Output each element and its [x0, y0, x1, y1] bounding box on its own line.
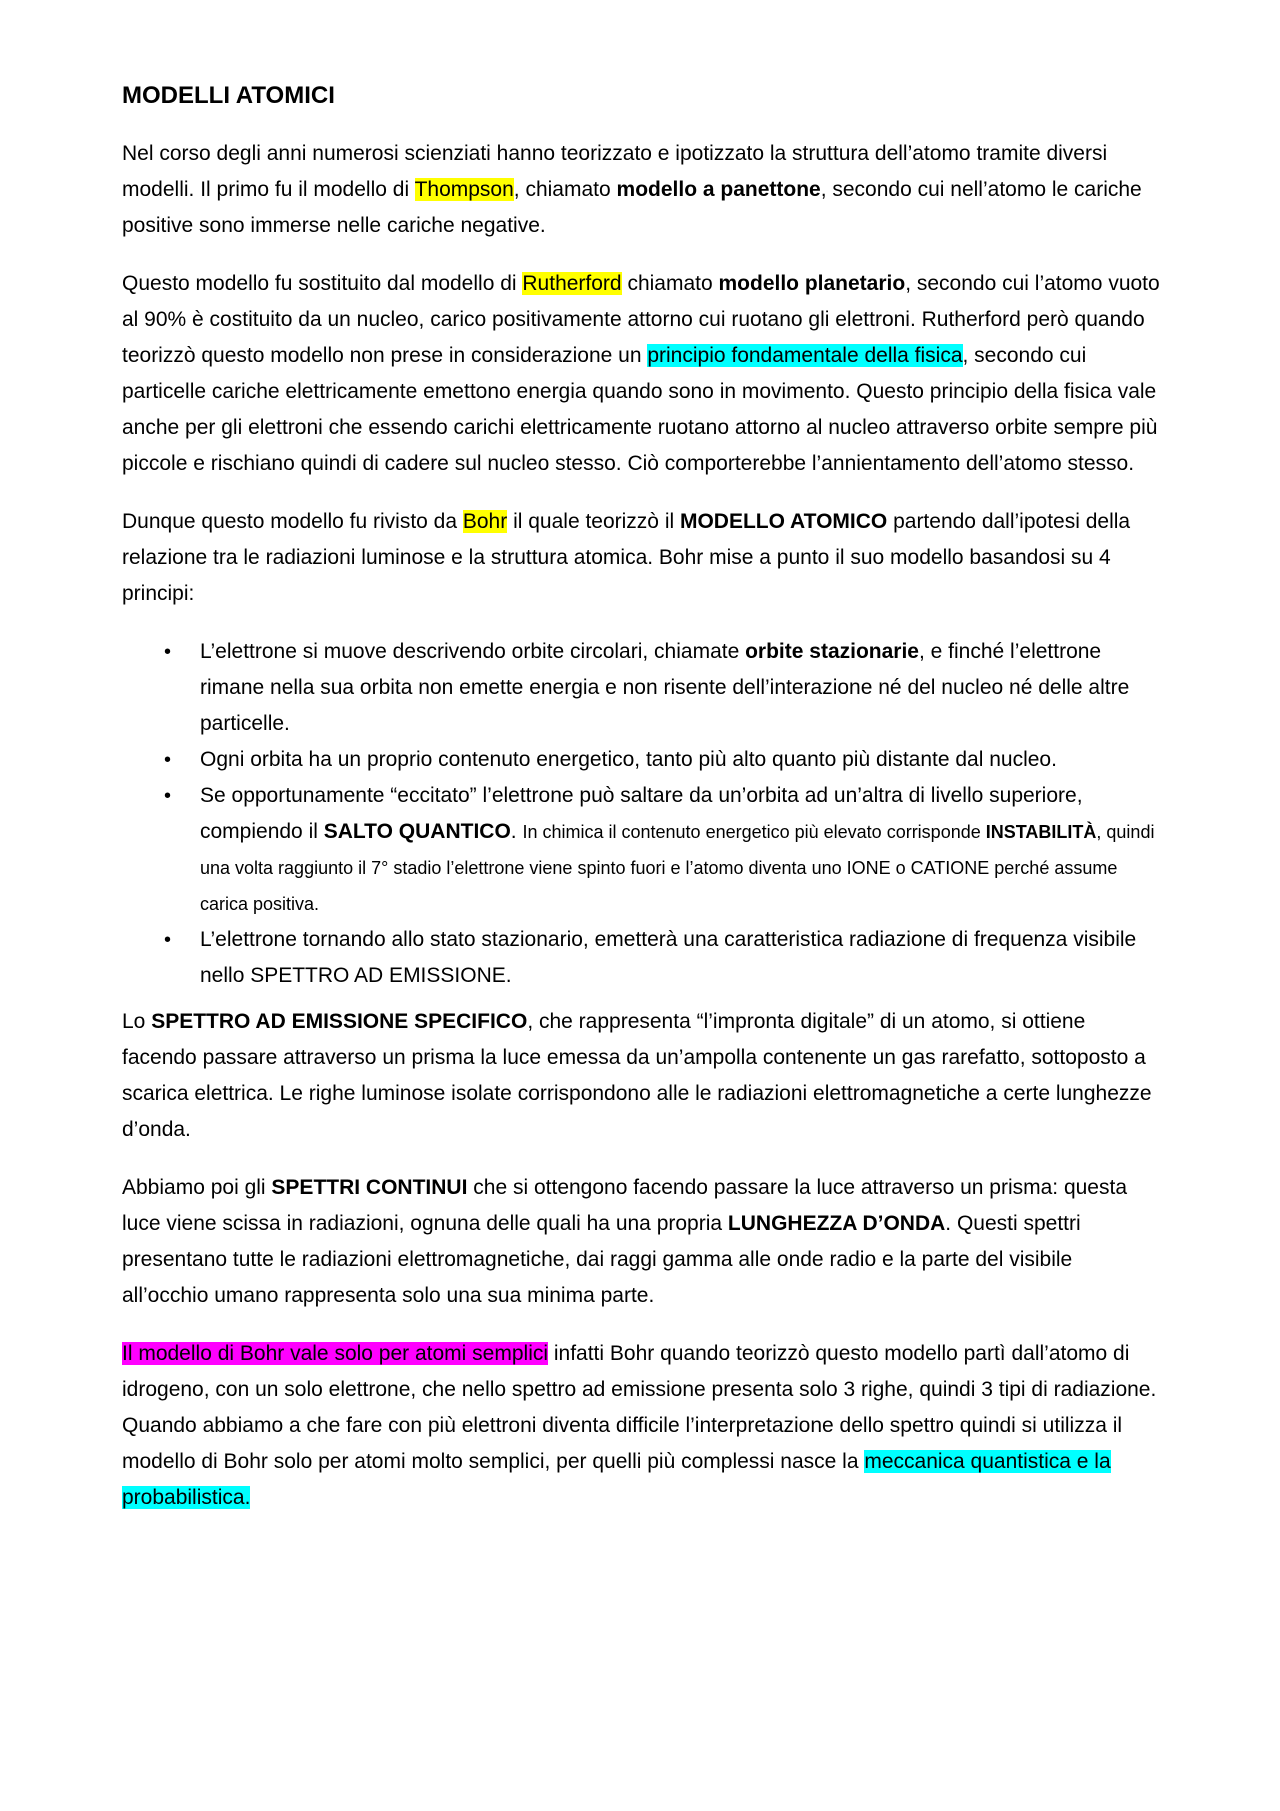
- highlight-rutherford: Rutherford: [522, 272, 622, 295]
- bold-term: modello planetario: [718, 272, 906, 295]
- text-run: Dunque questo modello fu rivisto da: [122, 510, 463, 533]
- text-run: . Questi spettri presentano tutte le radiazioni elettromagnetiche, dai raggi gamma alle onde radio e la parte del visibile all’occhio umano rappresenta solo una sua minima parte.: [122, 1212, 1081, 1307]
- small-text-run: In chimica il contenuto energetico più elevato corrisponde: [522, 822, 986, 842]
- bullet-icon: •: [164, 785, 172, 807]
- paragraph-bohr: [122, 504, 1162, 612]
- text-run: , secondo cui l’atomo vuoto al 90% è costituito da un nucleo, carico positivamente attorno cui ruotano gli elettroni. Rutherford però quando teorizzò questo modello non prese in considerazione un: [122, 272, 1160, 367]
- text-run: , secondo cui particelle cariche elettricamente emettono energia quando sono in movimento. Questo principio della fisica vale anche per gli elettroni che essendo carichi elettricamente ruotano attorno al nucleo attraverso orbite sempre più piccole e rischiano quindi di cadere sul nucleo stesso. Ciò comporterebbe l’annientamento dell’atomo stesso.: [122, 344, 1158, 475]
- list-item: [122, 634, 1162, 742]
- text-run: Questo modello fu sostituito dal modello di: [122, 272, 523, 295]
- text-run: , secondo cui nell’atomo le cariche positive sono immerse nelle cariche negative.: [122, 178, 1142, 237]
- bullet-icon: •: [164, 641, 172, 663]
- highlight-principio: principio fondamentale della fisica: [647, 344, 963, 367]
- text-run: .: [510, 820, 523, 843]
- bold-term: LUNGHEZZA D’ONDA: [727, 1212, 946, 1235]
- bold-term: modello a panettone: [616, 178, 821, 201]
- highlight-meccanica-quantistica: meccanica quantistica e la probabilistica.: [122, 1450, 1111, 1509]
- text-run: infatti Bohr quando teorizzò questo modello partì dall’atomo di idrogeno, con un solo elettrone, che nello spettro ad emissione presenta solo 3 righe, quindi 3 tipi di radiazione. Quando abbiamo a che fare con più elettroni diventa difficile l’interpretazione dello spettro quindi si utilizza il modello di Bohr solo per atomi molto semplici, per quelli più complessi nasce la: [122, 1342, 1157, 1473]
- document-body: [122, 78, 1162, 1538]
- bohr-principles-list: [122, 634, 1162, 994]
- text-run: che si ottengono facendo passare la luce attraverso un prisma: questa luce viene scissa in radiazioni, ognuna delle quali ha una propria: [122, 1176, 1127, 1235]
- text-run: chiamato: [621, 272, 719, 295]
- bullet-icon: •: [164, 749, 172, 771]
- text-run: , chiamato: [513, 178, 617, 201]
- highlight-bohr: Bohr: [462, 510, 508, 533]
- text-run: partendo dall’ipotesi della relazione tra le radiazioni luminose e la struttura atomica. Bohr mise a punto il suo modello basandosi su 4 principi:: [122, 510, 1131, 605]
- small-text-run: , quindi una volta raggiunto il 7° stadio l’elettrone viene spinto fuori e l’atomo diventa uno IONE o CATIONE perché assume carica positiva.: [200, 822, 1155, 914]
- text-run: , e finché l’elettrone rimane nella sua orbita non emette energia e non risente dell’interazione né del nucleo né delle altre particelle.: [200, 640, 1130, 735]
- text-run: L’elettrone tornando allo stato stazionario, emetterà una caratteristica radiazione di frequenza visibile nello SPETTRO AD EMISSIONE.: [200, 928, 1137, 987]
- paragraph-rutherford: [122, 266, 1162, 482]
- text-run: , che rappresenta “l’impronta digitale” di un atomo, si ottiene facendo passare attraverso un prisma la luce emessa da un’ampolla contenente un gas rarefatto, sottoposto a scarica elettrica. Le righe luminose isolate corrispondono alle le radiazioni elettromagnetiche a certe lunghezze d’onda.: [122, 1010, 1152, 1141]
- bold-term: MODELLO ATOMICO: [679, 510, 888, 533]
- bold-term: SPETTRO AD EMISSIONE SPECIFICO: [151, 1010, 528, 1033]
- paragraph-thompson: [122, 136, 1162, 244]
- list-item: [122, 742, 1162, 778]
- document-title: MODELLI ATOMICI: [122, 82, 335, 109]
- list-item: [122, 778, 1162, 922]
- paragraph-spettro-emissione: [122, 1004, 1162, 1148]
- text-run: L’elettrone si muove descrivendo orbite circolari, chiamate: [200, 640, 746, 663]
- paragraph-conclusione: [122, 1336, 1162, 1516]
- text-run: Se opportunamente “eccitato” l’elettrone può saltare da un’orbita ad un’altra di livello superiore, compiendo il: [200, 784, 1083, 843]
- bold-term: SALTO QUANTICO: [323, 820, 511, 843]
- text-run: il quale teorizzò il: [507, 510, 680, 533]
- bold-term: orbite stazionarie: [745, 640, 919, 663]
- highlight-bohr-limit: Il modello di Bohr vale solo per atomi semplici: [122, 1342, 549, 1365]
- list-item: [122, 922, 1162, 994]
- bullet-icon: •: [164, 929, 172, 951]
- text-run: Abbiamo poi gli: [122, 1176, 272, 1199]
- text-run: Lo: [122, 1010, 152, 1033]
- highlight-thompson: Thompson: [414, 178, 514, 201]
- bold-term: INSTABILITÀ: [985, 822, 1097, 842]
- text-run: Ogni orbita ha un proprio contenuto energetico, tanto più alto quanto più distante dal nucleo.: [200, 748, 1057, 771]
- text-run: Nel corso degli anni numerosi scienziati hanno teorizzato e ipotizzato la struttura dell’atomo tramite diversi modelli. Il primo fu il modello di: [122, 142, 1108, 201]
- bold-term: SPETTRI CONTINUI: [271, 1176, 468, 1199]
- paragraph-spettri-continui: [122, 1170, 1162, 1314]
